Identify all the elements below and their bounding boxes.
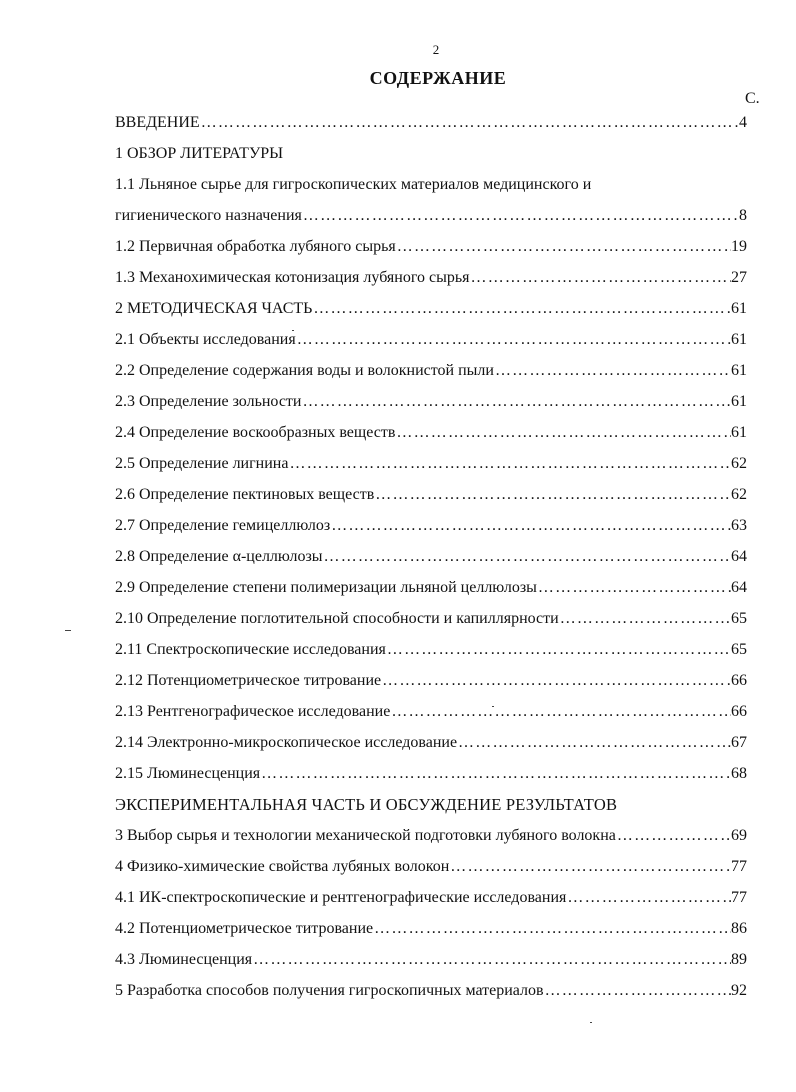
toc-entry-2-15 xyxy=(115,758,747,789)
toc-entry-label: ВВЕДЕНИЕ xyxy=(115,114,200,131)
toc-leader-dots xyxy=(390,696,731,727)
toc-leader-dots xyxy=(470,262,731,293)
toc-leader-dots xyxy=(252,944,731,975)
toc-entry-label: 1.2 Первичная обработка лубяного сырья xyxy=(115,238,396,255)
toc-entry-4-1 xyxy=(115,882,747,913)
toc-entry-page: 4 xyxy=(739,114,747,131)
toc-entry-label: 4.2 Потенциометрическое титрование xyxy=(115,920,374,937)
toc-entry-page: 8 xyxy=(739,207,747,224)
toc-entry-experimental-part xyxy=(115,789,747,820)
toc-entry-5 xyxy=(115,975,747,1006)
toc-leader-dots xyxy=(449,851,731,882)
toc-entry-4-2 xyxy=(115,913,747,944)
toc-entry-label: 2.3 Определение зольности xyxy=(115,393,302,410)
toc-entry-literature-review xyxy=(115,138,747,169)
toc-entry-label: 2.12 Потенциометрическое титрование xyxy=(115,672,382,689)
scan-speck xyxy=(292,330,294,331)
toc-entry-2-2 xyxy=(115,355,747,386)
toc-entry-page: 89 xyxy=(731,951,747,968)
toc-entry-2-6 xyxy=(115,479,747,510)
toc-entry-page: 62 xyxy=(731,455,747,472)
toc-leader-dots xyxy=(323,541,731,572)
scan-speck xyxy=(65,630,71,631)
toc-leader-dots xyxy=(301,386,731,417)
toc-entry-2-13 xyxy=(115,696,747,727)
toc-entry-label: 1.1 Льняное сырье для гигроскопических материалов медицинского и xyxy=(115,176,592,193)
toc-entry-page: 65 xyxy=(731,610,747,627)
toc-entry-page: 86 xyxy=(731,920,747,937)
toc-entry-label: 3 Выбор сырья и технологии механической подготовки лубяного волокна xyxy=(115,827,616,844)
toc-entry-1-2 xyxy=(115,231,747,262)
toc-entry-label: 2.10 Определение поглотительной способности и капиллярности xyxy=(115,610,559,627)
toc-entry-page: 77 xyxy=(731,889,747,906)
toc-entry-page: 67 xyxy=(731,734,747,751)
toc-entry-1-1-line-1 xyxy=(115,169,747,200)
toc-leader-dots xyxy=(457,727,731,758)
toc-leader-dots xyxy=(312,293,731,324)
toc-leader-dots xyxy=(330,510,731,541)
toc-leader-dots xyxy=(494,355,731,386)
toc-leader-dots xyxy=(395,417,731,448)
toc-entry-page: 77 xyxy=(731,858,747,875)
toc-entry-methodical-part xyxy=(115,293,747,324)
toc-entry-2-1 xyxy=(115,324,747,355)
toc-entry-label: 2.5 Определение лигнина xyxy=(115,455,289,472)
toc-entry-label: 2.13 Рентгенографическое исследование xyxy=(115,703,391,720)
toc-leader-dots xyxy=(381,665,731,696)
scan-speck xyxy=(590,1022,592,1023)
toc-entry-page: 64 xyxy=(731,579,747,596)
toc-leader-dots xyxy=(544,975,731,1006)
toc-entry-page: 65 xyxy=(731,641,747,658)
toc-entry-3 xyxy=(115,820,747,851)
toc-entry-label: 1.3 Механохимическая котонизация лубяного сырья xyxy=(115,269,470,286)
toc-leader-dots xyxy=(302,200,739,231)
toc-entry-page: 61 xyxy=(731,300,747,317)
toc-entry-2-14 xyxy=(115,727,747,758)
toc-entry-label: 2.11 Спектроскопические исследования xyxy=(115,641,386,658)
toc-leader-dots xyxy=(566,882,731,913)
toc-leader-dots xyxy=(537,572,731,603)
toc-entry-label: 5 Разработка способов получения гигроскопичных материалов xyxy=(115,982,544,999)
toc-entry-page: 62 xyxy=(731,486,747,503)
toc-entry-page: 69 xyxy=(731,827,747,844)
page-number: 2 xyxy=(432,42,440,57)
toc-entry-label: ЭКСПЕРИМЕНТАЛЬНАЯ ЧАСТЬ И ОБСУЖДЕНИЕ РЕЗУЛЬТАТОВ xyxy=(115,795,618,814)
scan-speck xyxy=(492,706,494,707)
toc-entry-page: 92 xyxy=(731,982,747,999)
toc-entry-introduction xyxy=(115,107,747,138)
toc-entry-page: 64 xyxy=(731,548,747,565)
toc-entry-4-3 xyxy=(115,944,747,975)
toc-leader-dots xyxy=(288,448,731,479)
toc-entry-label: 1 ОБЗОР ЛИТЕРАТУРЫ xyxy=(115,145,284,162)
toc-entry-2-8 xyxy=(115,541,747,572)
toc-leader-dots xyxy=(616,820,731,851)
page-title: СОДЕРЖАНИЕ xyxy=(369,68,507,88)
toc-entry-label: 2.1 Объекты исследования xyxy=(115,331,296,348)
toc-entry-label: 2.6 Определение пектиновых веществ xyxy=(115,486,375,503)
toc-entry-label: 2.14 Электронно-микроскопическое исследование xyxy=(115,734,458,751)
toc-leader-dots xyxy=(374,479,731,510)
toc-entry-label: 2 МЕТОДИЧЕСКАЯ ЧАСТЬ xyxy=(115,300,313,317)
toc-entry-1-1-line-2 xyxy=(115,200,747,231)
toc-entry-4 xyxy=(115,851,747,882)
toc-entry-page: 27 xyxy=(731,269,747,286)
toc-entry-2-7 xyxy=(115,510,747,541)
table-of-contents xyxy=(115,107,747,1006)
toc-entry-page: 19 xyxy=(731,238,747,255)
toc-entry-label: 2.7 Определение гемицеллюлоз xyxy=(115,517,331,534)
toc-entry-label: 4.3 Люминесценция xyxy=(115,951,253,968)
toc-entry-2-5 xyxy=(115,448,747,479)
toc-entry-label: 2.9 Определение степени полимеризации льняной целлюлозы xyxy=(115,579,537,596)
toc-entry-label: 2.8 Определение α-целлюлозы xyxy=(115,548,323,565)
toc-leader-dots xyxy=(260,758,731,789)
toc-entry-label: 4.1 ИК-спектроскопические и рентгенографические исследования xyxy=(115,889,567,906)
toc-entry-label: 2.2 Определение содержания воды и волокнистой пыли xyxy=(115,362,494,379)
toc-entry-page: 66 xyxy=(731,672,747,689)
toc-leader-dots xyxy=(386,634,731,665)
toc-leader-dots xyxy=(396,231,731,262)
toc-entry-label: 2.15 Люминесценция xyxy=(115,765,261,782)
toc-entry-1-3 xyxy=(115,262,747,293)
toc-leader-dots xyxy=(200,107,739,138)
toc-entry-page: 68 xyxy=(731,765,747,782)
toc-entry-2-11 xyxy=(115,634,747,665)
page-column-label: С. xyxy=(745,90,760,107)
toc-entry-label: 2.4 Определение воскообразных веществ xyxy=(115,424,396,441)
toc-entry-2-3 xyxy=(115,386,747,417)
toc-entry-label: гигиенического назначения xyxy=(115,207,302,224)
toc-entry-2-12 xyxy=(115,665,747,696)
toc-entry-2-4 xyxy=(115,417,747,448)
toc-entry-page: 61 xyxy=(731,393,747,410)
toc-leader-dots xyxy=(296,324,731,355)
toc-entry-label: 4 Физико-химические свойства лубяных волокон xyxy=(115,858,450,875)
toc-leader-dots xyxy=(559,603,731,634)
toc-leader-dots xyxy=(373,913,731,944)
toc-entry-page: 66 xyxy=(731,703,747,720)
toc-entry-page: 61 xyxy=(731,362,747,379)
toc-entry-page: 63 xyxy=(731,517,747,534)
toc-entry-2-10 xyxy=(115,603,747,634)
toc-entry-page: 61 xyxy=(731,424,747,441)
toc-entry-2-9 xyxy=(115,572,747,603)
toc-entry-page: 61 xyxy=(731,331,747,348)
